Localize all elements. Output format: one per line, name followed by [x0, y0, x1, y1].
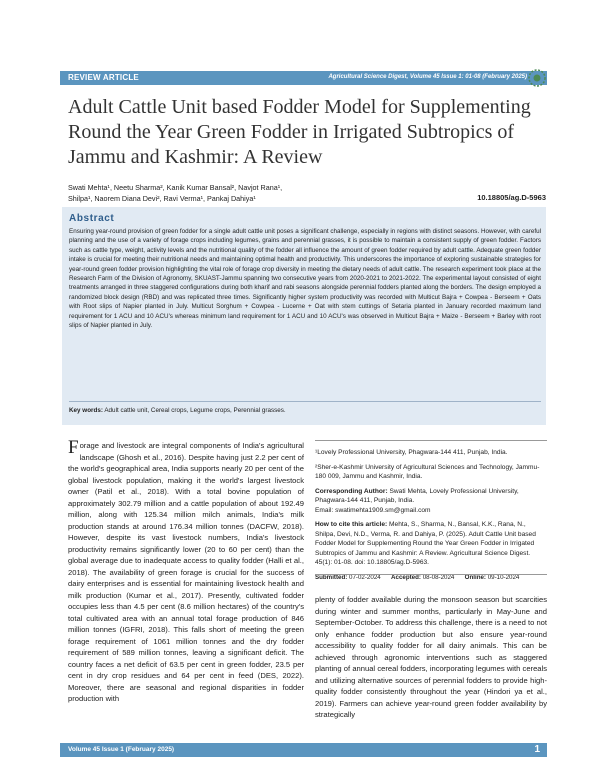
affiliation-divider	[315, 440, 547, 441]
submitted-label: Submitted:	[315, 573, 348, 581]
author-line-1: Swati Mehta¹, Neetu Sharma², Kanik Kumar Bansal², Navjot Rana¹,	[68, 183, 283, 192]
article-title: Adult Cattle Unit based Fodder Model for Supplementing Round the Year Green Fodder in Irrigated Subtropics of Jammu and Kashmir: A Review	[68, 96, 531, 168]
accepted-label: Accepted:	[391, 573, 421, 581]
keywords-text: Adult cattle unit, Cereal crops, Legume crops, Perennial grasses.	[104, 407, 286, 414]
corresponding-author-label: Corresponding Author:	[315, 487, 388, 495]
intro-column-right: plenty of fodder available during the monsoon season but scarcities during winter and summer months, particularly in May-June and September-October. To address this challenge, there is a need to not only enhance fodder production but also ensure year-round accessibility to quality fodder for all dairy animals. This can be achieved through agronomic interventions such as staggered planting of annual cereal fodders, incorporating legumes with cereals and utilizing alternative sources of perennial fodders to provide high-quality fodder consistently throughout the year (Hindori ya et al., 2019). Farmers can achieve year-round green fodder availability by strategically	[315, 595, 547, 719]
abstract-heading: Abstract	[69, 213, 115, 224]
intro-text-left: orage and livestock are integral components of India's agricultural landscape (Ghosh et al., 2016). Despite having just 2.2 per cent of the world's geographical area, India supports nearly 20 per cent of the global livestock population, making it the world's largest livestock owner (Patil et al., 2018). With a total bovine population of approximately 302.79 million and a cattle population of about 192.49 million, along with 125.34 million milch animals, India's milk production stands at around 176.34 million tonnes (DACFW, 2018). However, despite its vast livestock numbers, India's livestock productivity remains significantly lower (20 to 60 per cent) than the global average due to inadequate access to quality fodder (Halli et al., 2018). The availability of green forage is crucial for the success of dairy enterprises and is essential for maintaining livestock health and milk production (Kumar et al., 2017). Presently, cultivated fodder occupies less than 4.5 per cent (8.6 million hectares) of the country's total cultivated area with an annual total forage production of 846 million tonnes (IGFRI, 2018). This falls short of meeting the green forage requirement of 1061 million tonnes and the dry fodder requirement of 589 million tonnes, leaving a significant deficit. The country faces a net deficit of 63.5 per cent in green fodder, 23.5 per cent in dry crop residues and 64 per cent in feed (DES, 2022). Moreover, there are seasonal and regional disparities in fodder production with	[68, 441, 304, 703]
corresponding-email[interactable]: Email: swatimehta1909.sm@gmail.com	[315, 506, 431, 514]
page-number: 1	[534, 744, 540, 755]
crossmark-logo-icon[interactable]	[526, 68, 548, 88]
keywords-label: Key words:	[69, 407, 103, 414]
page-footer	[60, 743, 547, 757]
doi[interactable]: 10.18805/ag.D-5963	[477, 193, 546, 202]
author-line-2: Shilpa¹, Naorem Diana Devi², Ravi Verma¹, Pankaj Dahiya¹	[68, 194, 256, 203]
journal-citation: Agricultural Science Digest, Volume 45 Issue 1: 01-08 (February 2025)	[328, 74, 527, 80]
footer-issue: Volume 45 Issue 1 (February 2025)	[68, 746, 175, 753]
affiliation-box	[315, 448, 547, 587]
citation	[315, 520, 547, 568]
keywords	[69, 407, 541, 414]
citation-label: How to cite this article:	[315, 521, 388, 528]
keywords-divider	[69, 401, 541, 402]
corresponding-author	[315, 487, 547, 516]
dates-divider	[315, 574, 547, 575]
citation-text: Mehta, S., Sharma, N., Bansal, K.K., Rana, N., Shilpa, Devi, N.D., Verma, R. and Dahiya, P. (2025). Adult Cattle Unit based Fodder Model for Supplementing Round the Year Green Fodder in Irrigated Subtropics of Jammu and Kashmir: A Review. Agricultural Science Digest. 45(1): 01-08. doi: 10.18805/ag.D-5963.	[315, 521, 536, 566]
abstract-body: Ensuring year-round provision of green fodder for a single adult cattle unit poses a significant challenge, especially in regions with distinct seasons. However, with careful planning and the use of a variety of forage crops including legumes, grains and perennial grasses, it is possible to maintain a consistent supply of green fodder. Factors such as cattle type, weight, activity levels and the nutritional quality of the fodder all influence the amount of green fodder required by adult cattle. Adequate green fodder intake is crucial for meeting their nutritional needs and maintaining optimal health and productivity. This underscores the importance of exploring sustainable strategies for year-round green fodder provision highlighting the vital role of forage crop diversity in meeting the dietary needs of adult cattle. The research experiment took place at the Research Farm of the Division of Agronomy, SKUAST-Jammu spanning two consecutive years from 2020-2021 to 2021-2022. The experimental layout consisted of eight treatments arranged in three staggered configurations during both kharif and rabi seasons alongside perennial fodders planted along the borders. The design employed a randomized block design (RBD) and was replicated three times. Significantly higher system productivity was recorded with Multicut Bajra + Cowpea - Berseem + Oats with Root slips of Napier planted in July. Multicut Sorghum + Cowpea - Lucerne + Oat with stem cuttings of Setaria planted in January recorded maximum land requirement for 1 ACU and 10 ACU's whereas minimum land requirement for 1 ACU and 10 ACU's was observed in Multicut Bajra + Maize - Berseem + Barley with root slips of Napier planted in July.	[69, 228, 541, 330]
online-date: 09-10-2024	[487, 573, 520, 581]
article-type: REVIEW ARTICLE	[68, 73, 139, 82]
submitted-date: 07-02-2024	[349, 573, 381, 581]
corresponding-author-text: Swati Mehta, Lovely Professional University, Phagwara-144 411, Punjab, India.	[315, 487, 519, 504]
drop-cap: F	[68, 437, 79, 458]
affiliation-1: ¹Lovely Professional University, Phagwara-144 411, Punjab, India.	[315, 449, 508, 456]
accepted-date: 08-08-2024	[422, 573, 455, 581]
journal-header-bar	[60, 71, 547, 85]
author-list	[68, 182, 468, 204]
intro-column-left	[68, 437, 304, 705]
abstract-box	[62, 207, 546, 425]
affiliation-2: ²Sher-e-Kashmir University of Agricultural Sciences and Technology, Jammu-180 009, Jammu and Kashmir, India.	[315, 463, 540, 480]
online-label: Online:	[464, 573, 486, 581]
